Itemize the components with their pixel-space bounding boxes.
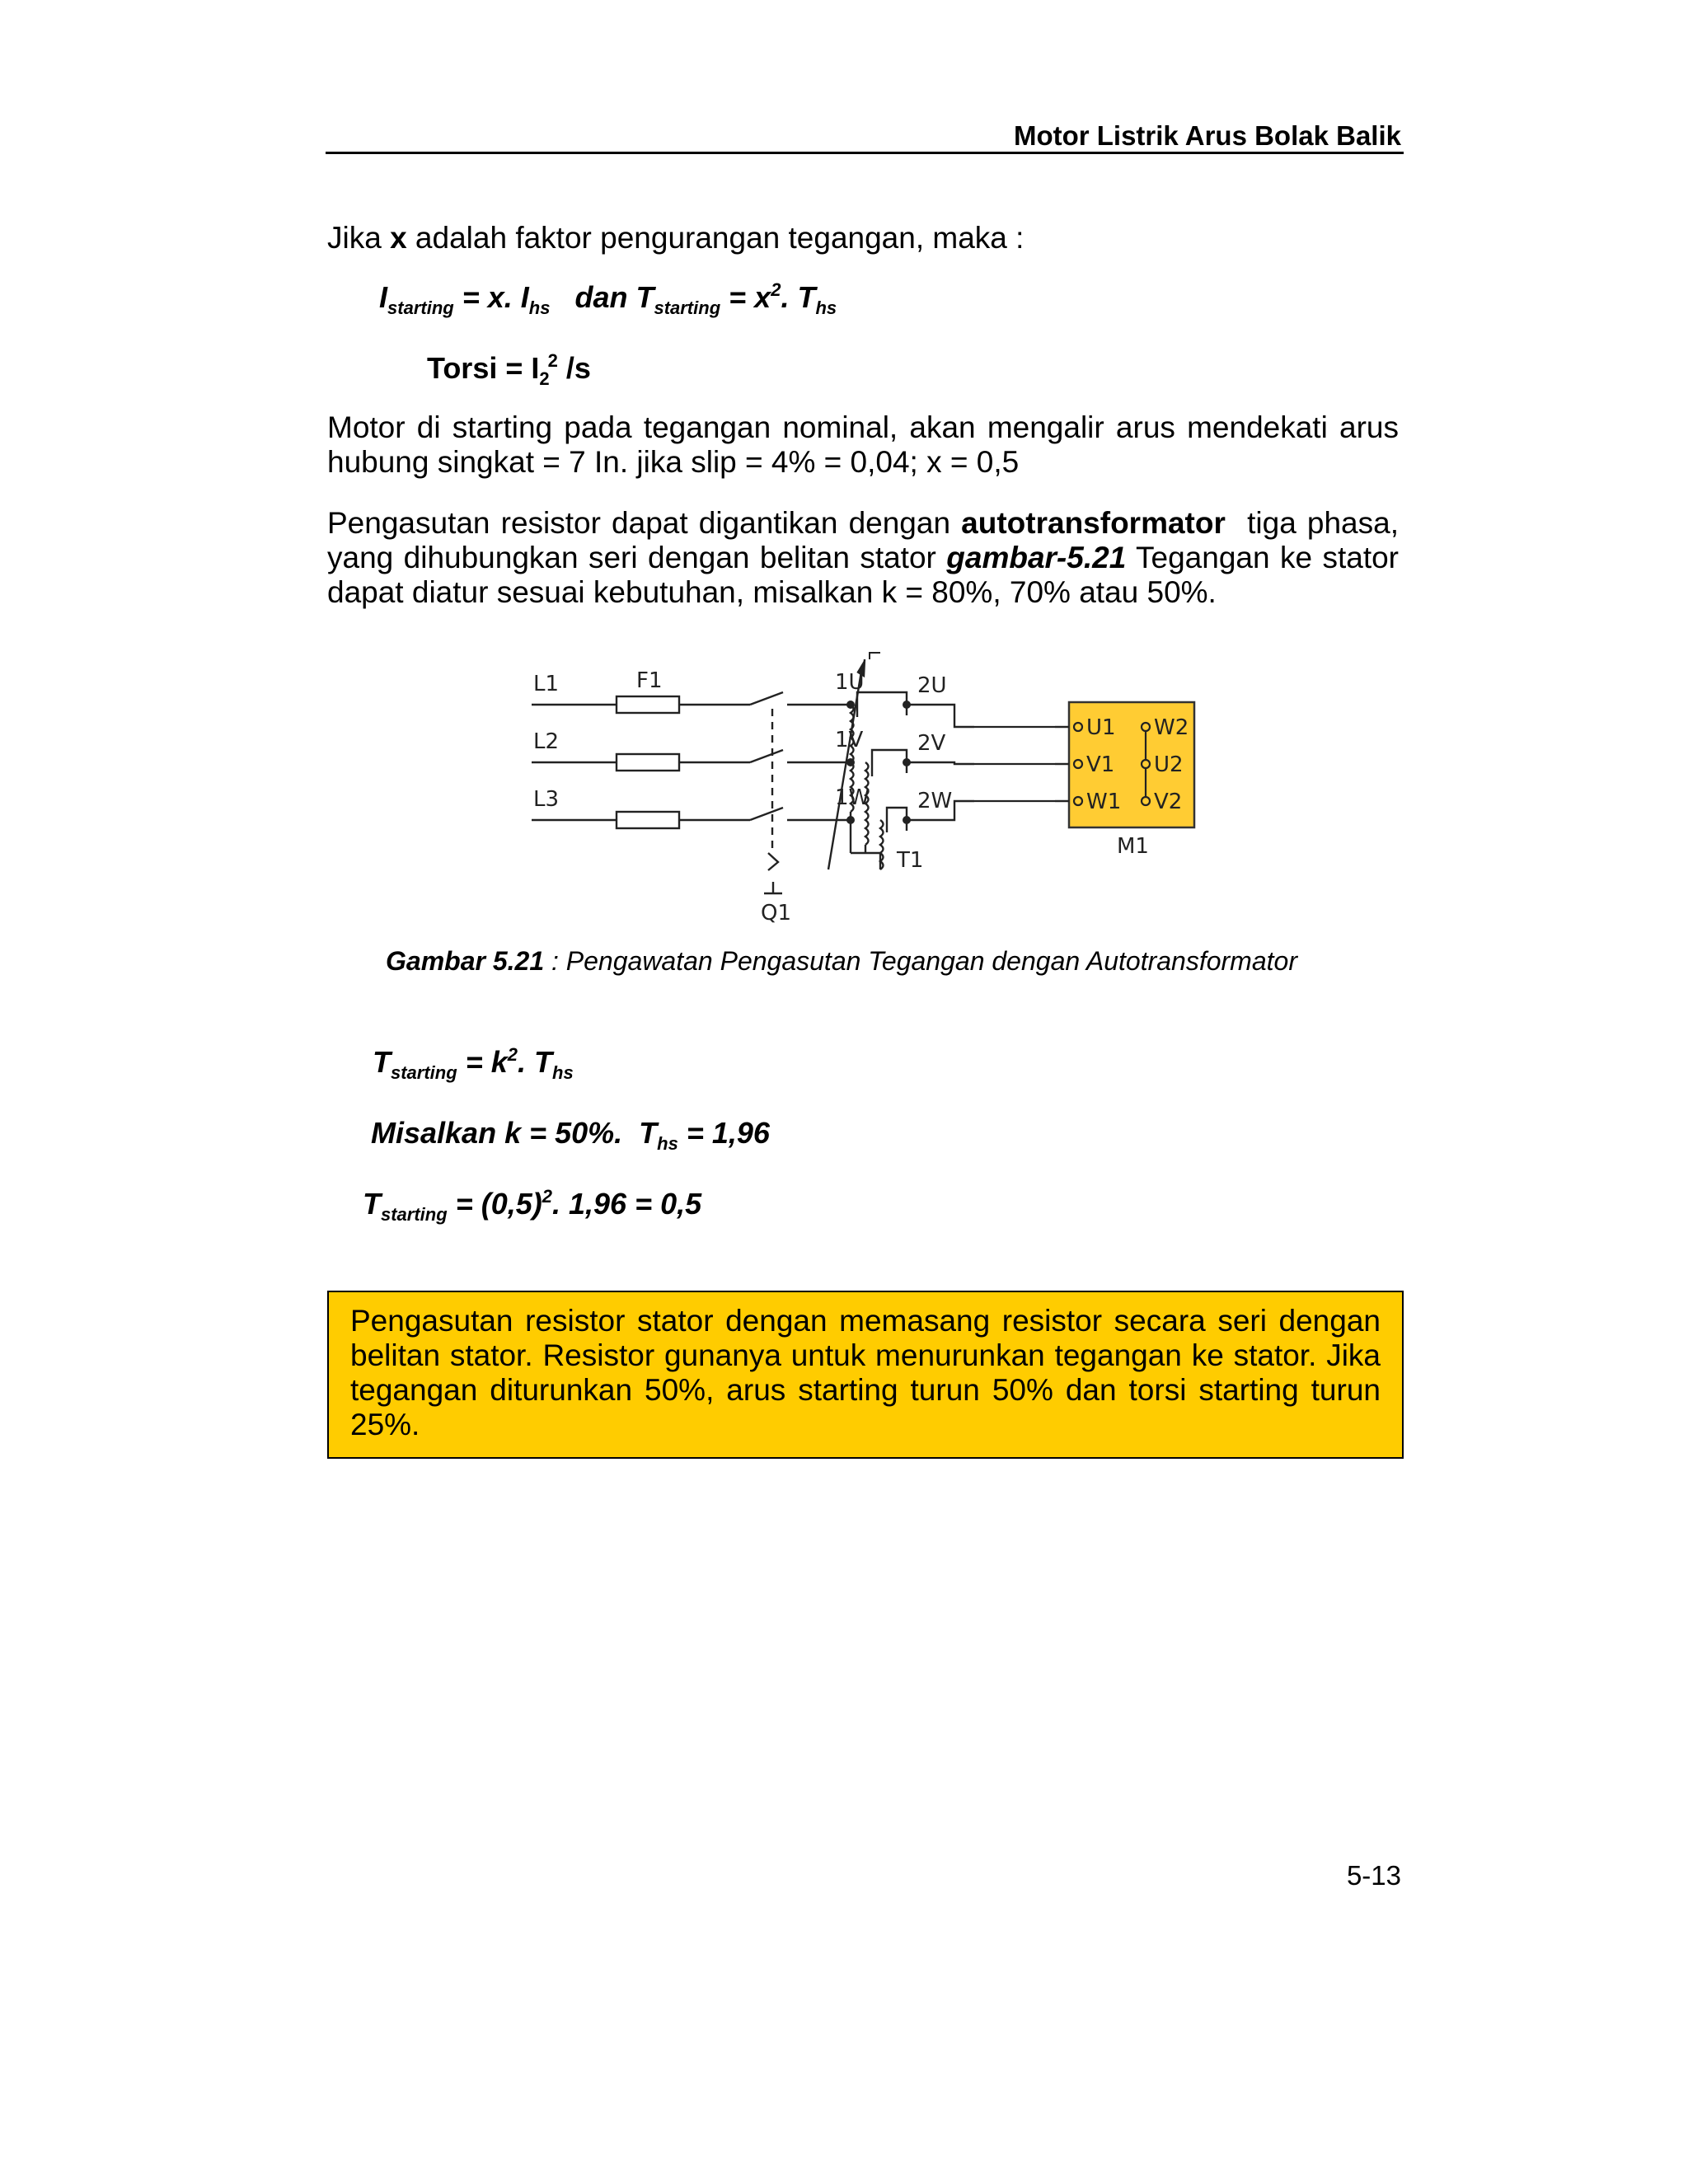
figure-reference: gambar-5.21	[946, 541, 1127, 574]
intro-variable: x	[390, 221, 407, 255]
equation-tstarting-k: $T_{starting} = k^2$. $T_{hs}$	[373, 1044, 574, 1083]
summary-callout-box: Pengasutan resistor stator dengan memasang resistor secara seri dengan belitan stator. Resistor gunanya untuk menurunkan tegangan ke stator. Jika tegangan diturunkan 50%, arus starting turun 50% dan torsi starting turun 25%.	[327, 1291, 1404, 1459]
svg-text:1W: 1W	[835, 785, 870, 810]
tap-u	[857, 692, 907, 717]
header-rule	[326, 152, 1404, 154]
svg-text:W2: W2	[1154, 715, 1189, 740]
svg-text:F1: F1	[636, 668, 663, 693]
svg-text:U1: U1	[1086, 715, 1116, 740]
paragraph-autotransformer: Pengasutan resistor dapat digantikan dengan autotransformator tiga phasa, yang dihubungkan seri dengan belitan stator gambar-5.21 Tegangan ke stator dapat diatur sesuai kebutuhan, misalkan k = 80%, 70% atau 50%.	[327, 506, 1408, 609]
svg-text:Q1: Q1	[761, 901, 792, 926]
switch-contact-3	[750, 808, 783, 820]
caption-label: Gambar 5.21	[386, 946, 545, 976]
switch-actuator	[768, 853, 778, 870]
intro-post: adalah faktor pengurangan tegangan, maka :	[406, 221, 1025, 255]
svg-text:U2: U2	[1154, 752, 1184, 777]
svg-text:L2: L2	[533, 729, 560, 754]
svg-text:W1: W1	[1086, 790, 1122, 814]
autotransformator-term: autotransformator	[961, 506, 1226, 540]
fuse-f1-l1	[617, 696, 679, 713]
svg-text:2U: 2U	[917, 673, 947, 698]
autotransformer-wiring-diagram	[528, 651, 1199, 927]
svg-text:L1: L1	[533, 672, 560, 696]
figure-caption	[386, 946, 1424, 977]
page-number: 5-13	[1346, 1860, 1401, 1891]
svg-text:1U: 1U	[835, 670, 865, 695]
svg-text:L3: L3	[533, 787, 560, 812]
equation-torque: Torsi = $I_2^2$ /s	[427, 350, 591, 389]
svg-text:2V: 2V	[917, 731, 946, 756]
svg-text:1V: 1V	[835, 728, 864, 752]
paragraph-nominal-start: Motor di starting pada tegangan nominal, akan mengalir arus mendekati arus hubung singkat = 7 In. jika slip = 4% = 0,04; x = 0,5	[327, 410, 1399, 479]
caption-text: : Pengawatan Pengasutan Tegangan dengan Autotransformator	[544, 946, 1297, 976]
fuse-f1-l2	[617, 754, 679, 771]
svg-text:M1: M1	[1117, 834, 1149, 859]
switch-contact-1	[750, 692, 783, 705]
svg-text:T1: T1	[897, 848, 924, 873]
equation-example-k: Misalkan k = 50%. $T_{hs} = 1,96$	[371, 1116, 770, 1154]
intro-text	[327, 221, 1399, 255]
switch-contact-2	[750, 750, 783, 762]
equation-tstarting-result: $T_{starting} = (0,5)^2$. 1,96 = 0,5	[363, 1186, 702, 1225]
wire-2u	[907, 705, 974, 727]
intro-pre: Jika	[327, 221, 391, 255]
running-header: Motor Listrik Arus Bolak Balik	[1013, 120, 1401, 151]
tap-v	[872, 750, 907, 776]
equation-current-torque: $I_{starting} = x$. $I_{hs}$ dan $T_{starting} = x^2$. $T_{hs}$	[379, 279, 837, 318]
svg-text:V1: V1	[1086, 752, 1115, 777]
svg-text:2W: 2W	[917, 789, 953, 813]
wire-2v	[907, 762, 974, 764]
fuse-f1-l3	[617, 812, 679, 828]
svg-text:V2: V2	[1154, 790, 1183, 814]
